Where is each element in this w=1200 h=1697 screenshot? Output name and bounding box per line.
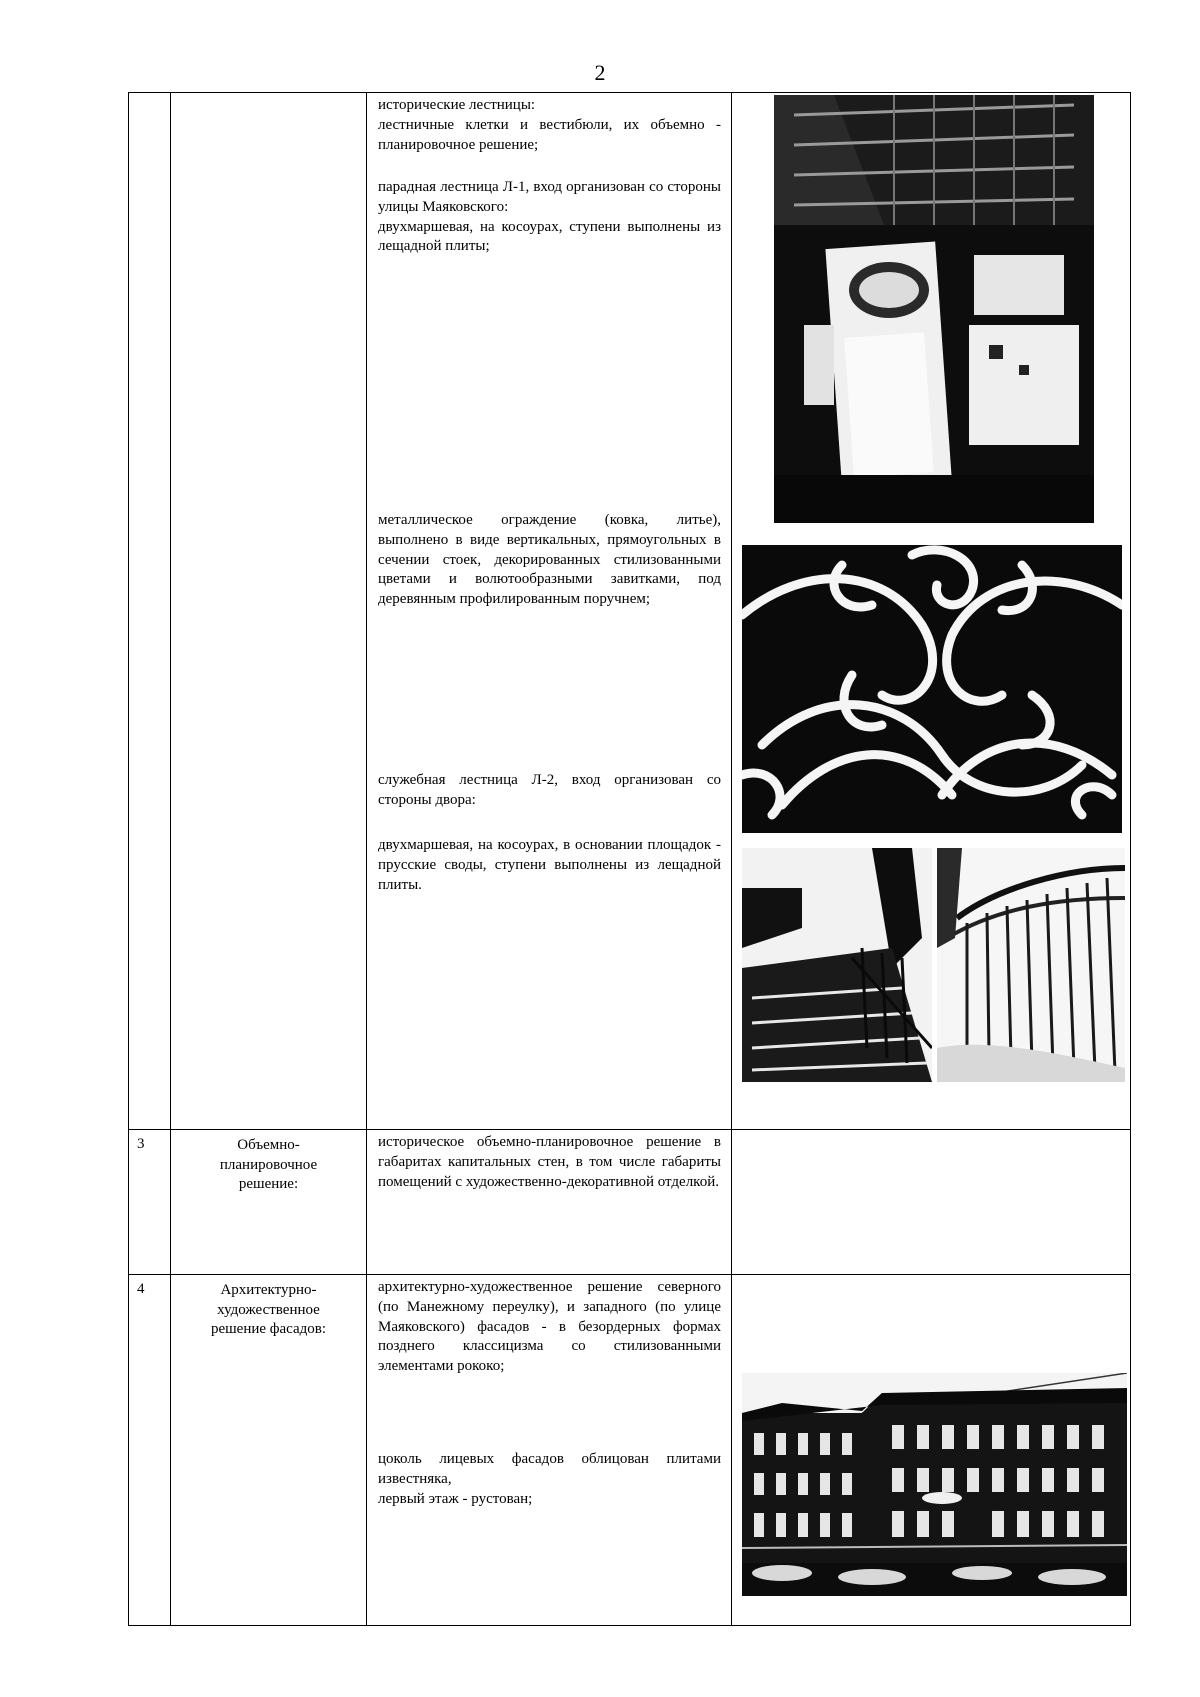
row-title [171,93,367,1130]
description-paragraph: парадная лестница Л-1, вход организован со стороны улицы Маяковского: двухмаршевая, на косоурах, ступени выполнены из лещадной плиты; [378,179,721,255]
service-stair-railing-photo [937,848,1125,1082]
description-paragraph: историческое объемно-планировочное решение в габаритах капитальных стен, в том числе габариты помещений с художественно-декоративной отделкой. [378,1134,721,1190]
photo-cell [732,1275,1131,1626]
table-row-plan [129,1130,1131,1275]
row-description [367,1275,732,1626]
row-description [367,1130,732,1275]
page-number: 2 [594,60,606,85]
building-facade-photo [742,1373,1127,1596]
railing-photo [742,545,1122,833]
description-paragraph: металлическое ограждение (ковка, литье), выполнено в виде вертикальных, прямоугольных в сечении стоек, декорированных стилизованными цветами и волютообразными завитками, под деревянным профилированным поручнем; [378,512,721,608]
service-stair-photo [742,848,932,1082]
entrance-staircase-photo [774,95,1094,523]
description-paragraph: архитектурно-художественное решение северного (по Манежному переулку), и западного (по улице Маяковского) фасадов - в безордерных формах позднего классицизма со стилизованными элементами рококо; [378,1279,721,1375]
description-paragraph: служебная лестница Л-2, вход организован со стороны двора: [378,772,721,808]
description-paragraph: двухмаршевая, на косоурах, в основании площадок - прусские своды, ступени выполнены из лещадной плиты. [378,837,721,893]
row-number: 4 [129,1275,171,1626]
photo-cell [732,93,1131,1130]
monument-features-table [128,92,1131,1626]
table-row-stairs [129,93,1131,1130]
row-title: Архитектурно- художественное решение фасадов: [171,1275,367,1626]
row-description [367,93,732,1130]
description-paragraph: исторические лестницы: лестничные клетки и вестибюли, их объемно - планировочное решение; [378,97,721,153]
photo-cell [732,1130,1131,1275]
row-number: 3 [129,1130,171,1275]
table-row-facade [129,1275,1131,1626]
row-title: Объемно- планировочное решение: [171,1130,367,1275]
description-paragraph: цоколь лицевых фасадов облицован плитами известняка, лервый этаж - рустован; [378,1451,721,1507]
row-number [129,93,171,1130]
